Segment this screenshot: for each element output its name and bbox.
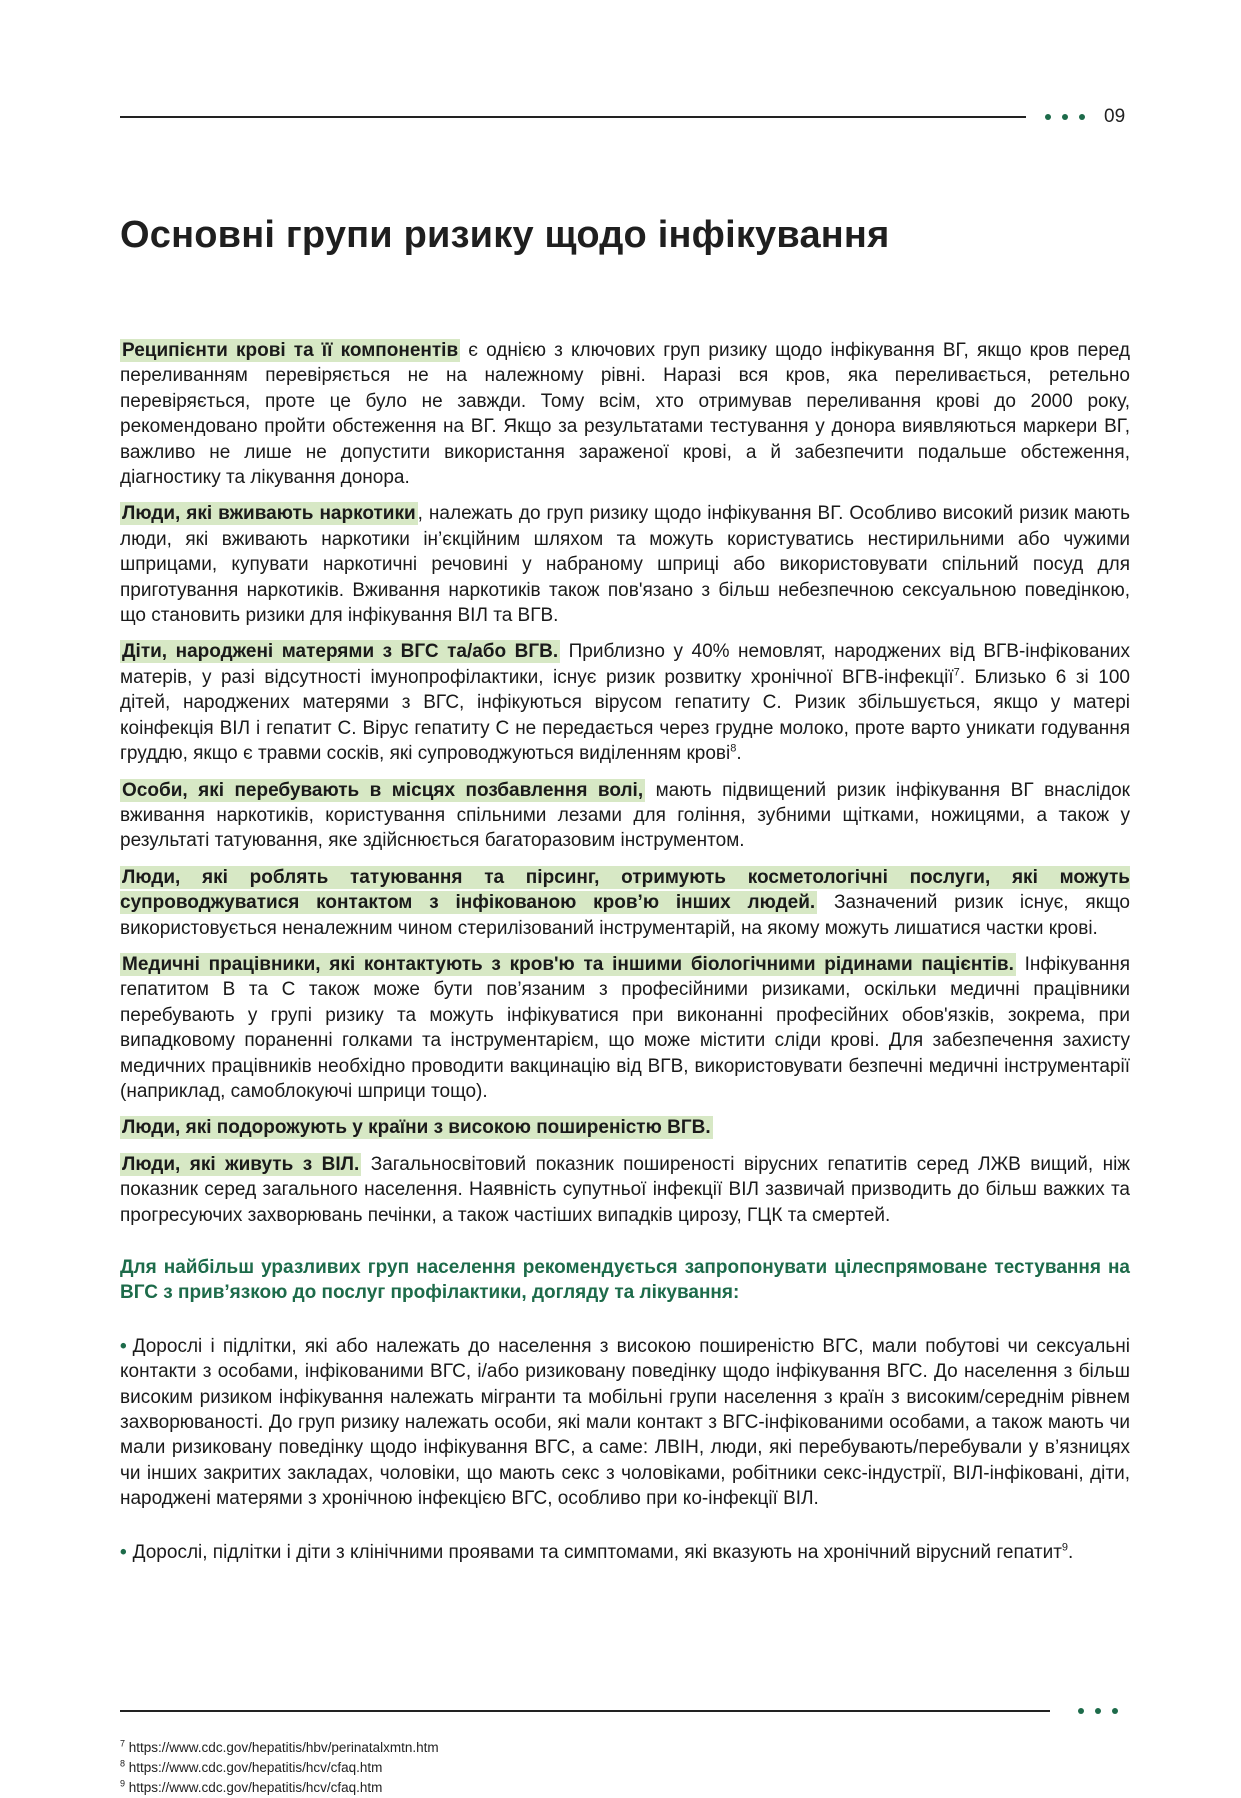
paragraph-text: . Близько 6 зі 100 дітей, народжених матерями з ВГС, інфікуються вірусом гепатиту С. Ризик збільшується, якщо у матері коінфекція ВІЛ і гепатит С. Вірус гепатиту С не передається через грудне молоко, проте варто уникати годування груддю, якщо є травми сосків, які супроводжуються виділенням крові	[120, 666, 1130, 765]
paragraph-text: є однією з ключових груп ризику щодо інфікування ВГ, якщо кров перед переливанням перевіряється не на належному рівні. Наразі вся кров, яка переливається, ретельно перевіряється, проте це було не завжди. Тому всім, хто отримував переливання крові до 2000 року, рекомендовано пройти обстеження на ВГ. Якщо за результатами тестування у донора виявляються маркери ВГ, важливо не лише не допустити використання зараженої крові, а й забезпечити подальше обстеження, діагностику та лікування донора.	[120, 340, 1130, 489]
bullet-marker: •	[120, 1541, 127, 1563]
footnote-number: 9	[120, 1778, 126, 1789]
paragraph-text: , належать до груп ризику щодо інфікування ВГ. Особливо високий ризик мають люди, які вживають наркотики ін’єкційним шляхом та можуть користуватись нестирильними або чужими шприцами, купувати наркотичні речовині у набраному шприці або використовувати спільний посуд для приготування наркотиків. Вживання наркотиків також пов'язано з більш небезпечною сексуальною поведінкою, що становить ризики для інфікування ВІЛ та ВГВ.	[120, 503, 1130, 627]
footnote-ref: 8	[730, 742, 737, 755]
paragraph-text: Інфікування гепатитом В та С також може бути пов’язаним з професійними ризиками, оскільки медичні працівники перебувають у групі ризику та можуть інфікуватися при виконанні професійних обов'язків, зокрема, при випадковому пораненні голками та інструментарієм, що може містити сліди крові. Для забезпечення захисту медичних працівників необхідно проводити вакцинацію від ВГВ, використовувати безпечні медичні інструментарії (наприклад, самоблокуючі шприци тощо).	[120, 953, 1131, 1102]
paragraph-lead: Діти, народжені матерями з ВГС та/або ВГВ.	[122, 641, 559, 663]
bullet-text: Дорослі, підлітки і діти з клінічними проявами та симптомами, які вказують на хронічний вірусний гепатит	[132, 1541, 1062, 1563]
paragraph-lead: Медичні працівники, які контактують з кров'ю та іншими біологічними рідинами пацієнтів.	[122, 953, 1014, 975]
paragraph-text: .	[736, 743, 742, 765]
page-title: Основні групи ризику щодо інфікування	[120, 214, 890, 256]
footer-dots	[1078, 1708, 1118, 1714]
paragraph-text: мають підвищений ризик інфікування ВГ внаслідок вживання наркотиків, користування спільними лезами для гоління, зубними щітками, ножицями, а також у результаті татуювання, яке здійснюється багаторазовим інструментом.	[120, 779, 1130, 852]
dot	[1078, 1708, 1084, 1714]
page-number: 09	[1104, 106, 1126, 127]
paragraph-lead: Особи, які перебувають в місцях позбавлення волі,	[122, 779, 644, 801]
bullet-item	[120, 1334, 1130, 1512]
paragraph-lead: Люди, які подорожують у країни з високою поширеністю ВГВ.	[122, 1117, 711, 1139]
footnote-number: 8	[120, 1758, 126, 1769]
paragraph-text: Зазначений ризик існує, якщо використовується неналежним чином стерилізований інструментарій, на якому можуть лишатися частки крові.	[120, 892, 1130, 939]
footnote-link[interactable]: https://www.cdc.gov/hepatitis/hcv/cfaq.htm	[128, 1780, 383, 1795]
paragraph-lead: Люди, які живуть з ВІЛ.	[122, 1153, 360, 1175]
bullet-text: Дорослі і підлітки, які або належать до населення з високою поширеністю ВГС, мали побутові чи сексуальні контакти з особами, інфікованими ВГС, і/або ризиковану поведінку щодо інфікування ВГС. До населення з більш високим ризиком інфікування належать мігранти та мобільні групи населення з країн з високим/середнім рівнем захворюваності. До груп ризику належать особи, які мали контакт з ВГС-інфікованими особами, а також мають чи мали ризиковану поведінку щодо інфікування ВГС, а саме: ЛВІН, люди, які перебувають/перебували у в’язницях чи інших закритих закладах, чоловіки, що мають секс з чоловіками, робітники секс-індустрії, ВІЛ-інфіковані, діти, народжені матерями з хронічною інфекцією ВГС, особливо при ко-інфекції ВІЛ.	[120, 1335, 1130, 1510]
footnote	[120, 1758, 439, 1778]
paragraph-lead: Реципієнти крові та її компонентів	[122, 340, 459, 361]
paragraph-children	[120, 639, 1130, 766]
paragraph-travelers	[120, 1115, 1130, 1140]
bullet-marker: •	[120, 1335, 127, 1357]
footnote-link[interactable]: https://www.cdc.gov/hepatitis/hcv/cfaq.htm	[128, 1760, 383, 1775]
paragraph-medical-workers	[120, 952, 1130, 1104]
footnote	[120, 1778, 439, 1798]
footnote-number: 7	[120, 1738, 126, 1749]
header-rule	[120, 116, 1026, 118]
bullet-text: .	[1068, 1541, 1074, 1563]
dot	[1112, 1708, 1118, 1714]
paragraph-lead: Люди, які вживають наркотики	[122, 503, 416, 525]
paragraph-tattoo	[120, 865, 1130, 941]
dot	[1095, 1708, 1101, 1714]
paragraph-blood-recipients	[120, 338, 1130, 490]
paragraph-text: Приблизно у 40% немовлят, народжених від ВГВ-інфікованих матерів, у разі відсутності імунопрофілактики, існує ризик розвитку хронічної ВГВ-інфекції	[120, 641, 1130, 688]
header-dots	[1045, 114, 1085, 120]
footnote-ref: 7	[953, 666, 960, 679]
page-header	[120, 104, 1130, 134]
dot	[1045, 114, 1051, 120]
paragraph-lead: Люди, які роблять татуювання та пірсинг, отримують косметологічні послуги, які можуть супроводжуватися контактом з інфікованою кров’ю інших людей.	[120, 866, 1130, 914]
footnote-link[interactable]: https://www.cdc.gov/hepatitis/hbv/perinatalxmtn.htm	[128, 1740, 439, 1755]
bullet-item	[120, 1540, 1130, 1565]
dot	[1062, 114, 1068, 120]
footer-rule	[120, 1710, 1050, 1712]
dot	[1079, 114, 1085, 120]
paragraph-hiv	[120, 1152, 1130, 1228]
page-footer	[120, 1702, 1130, 1722]
paragraph-drug-users	[120, 501, 1130, 628]
main-content	[120, 338, 1130, 1565]
paragraph-prisoners	[120, 778, 1130, 854]
footnote-ref: 9	[1061, 1541, 1069, 1554]
paragraph-text: Загальносвітовий показник поширеності вірусних гепатитів серед ЛЖВ вищий, ніж показник серед загального населення. Наявність супутньої інфекції ВІЛ зазвичай призводить до більш важких та прогресуючих захворювань печінки, а також частіших випадків цирозу, ГЦК та смертей.	[120, 1153, 1131, 1226]
footnote	[120, 1738, 439, 1758]
footnotes	[120, 1738, 439, 1798]
recommendation-heading: Для найбільш уразливих груп населення рекомендується запропонувати цілеспрямоване тестування на ВГС з прив’язкою до послуг профілактики, догляду та лікування:	[120, 1257, 1130, 1304]
